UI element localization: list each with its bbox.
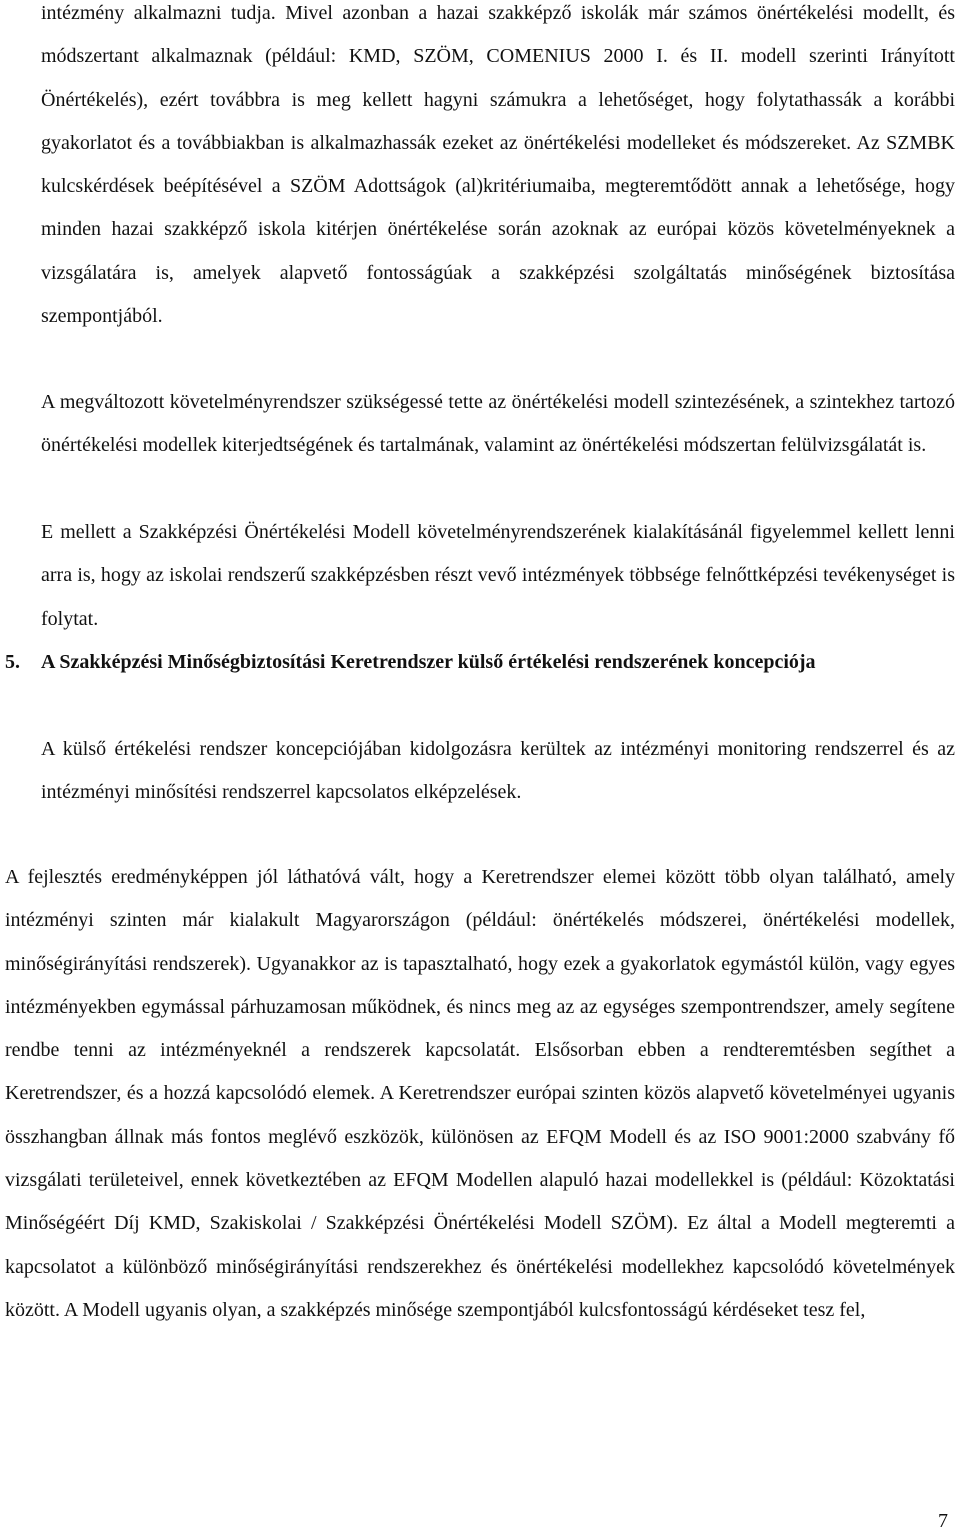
page-number: 7 [938, 1510, 948, 1532]
section-title: A Szakképzési Minőségbiztosítási Keretrendszer külső értékelési rendszerének koncepciója [41, 651, 816, 673]
paragraph-changed-requirements: A megváltozott követelményrendszer szükségessé tette az önértékelési modell szintezésének, a szintekhez tartozó önértékelési modellek kiterjedtségének és tartalmának, valamint az önértékelési módszertan felülvizsgálatát is. [41, 391, 955, 457]
paragraph-external-concept: A külső értékelési rendszer koncepciójában kidolgozásra kerültek az intézményi monitoring rendszerrel és az intézményi minősítési rendszerrel kapcsolatos elképzelések. [41, 738, 955, 804]
section-number: 5. [5, 651, 20, 673]
section-heading [5, 641, 955, 684]
paragraph-adult-education: E mellett a Szakképzési Önértékelési Modell követelményrendszerének kialakításánál figyelemmel kellett lenni arra is, hogy az iskolai rendszerű szakképzésben részt vevő intézmények többsége felnőttképzési tevékenységet is folytat. [41, 521, 955, 630]
paragraph-continuation: intézmény alkalmazni tudja. Mivel azonban a hazai szakképző iskolák már számos önértékelési modellt, és módszertant alkalmaznak (például: KMD, SZÖM, COMENIUS 2000 I. és II. modell szerinti Irányított Önértékelés), ezért továbbra is meg kellett hagyni számukra a lehetőséget, hogy folytathassák a korábbi gyakorlatot és a továbbiakban is alkalmazhassák ezeket az önértékelési modelleket és módszereket. Az SZMBK kulcskérdések beépítésével a SZÖM Adottságok (al)kritériumaiba, megteremtődött annak a lehetősége, hogy minden hazai szakképző iskola kitérjen önértékelése során azoknak az európai közös követelményeknek a vizsgálatára is, amelyek alapvető fontosságúak a szakképzési szolgáltatás minőségének biztosítása szempontjából. [41, 2, 955, 328]
paragraph-development: A fejlesztés eredményképpen jól láthatóvá vált, hogy a Keretrendszer elemei között több olyan található, amely intézményi szinten már kialakult Magyarországon (például: önértékelés módszerei, önértékelési modellek, minőségirányítási rendszerek). Ugyanakkor az is tapasztalható, hogy ezek a gyakorlatok egymástól külön, vagy egyes intézményekben egymással párhuzamosan működnek, és nincs meg az az egységes szempontrendszer, amely segítene rendbe tenni az intézményeknél a rendszerek kapcsolatát. Elsősorban ebben a rendteremtésben segíthet a Keretrendszer, és a hozzá kapcsolódó elemek. A Keretrendszer európai szinten közös alapvető követelményei ugyanis összhangban állnak más fontos meglévő eszközök, különösen az EFQM Modell és az ISO 9001:2000 szabvány fő vizsgálati területeivel, ennek következtében az EFQM Modellen alapuló hazai modellekkel is (például: Közoktatási Minőségéért Díj KMD, Szakiskolai / Szakképzési Önértékelési Modell SZÖM). Ez által a Modell megteremti a kapcsolatot a különböző minőségirányítási rendszerekhez és önértékelési modellekhez kapcsolódó követelmények között. A Modell ugyanis olyan, a szakképzés minősége szempontjából kulcsfontosságú kérdéseket tesz fel, [5, 866, 955, 1321]
